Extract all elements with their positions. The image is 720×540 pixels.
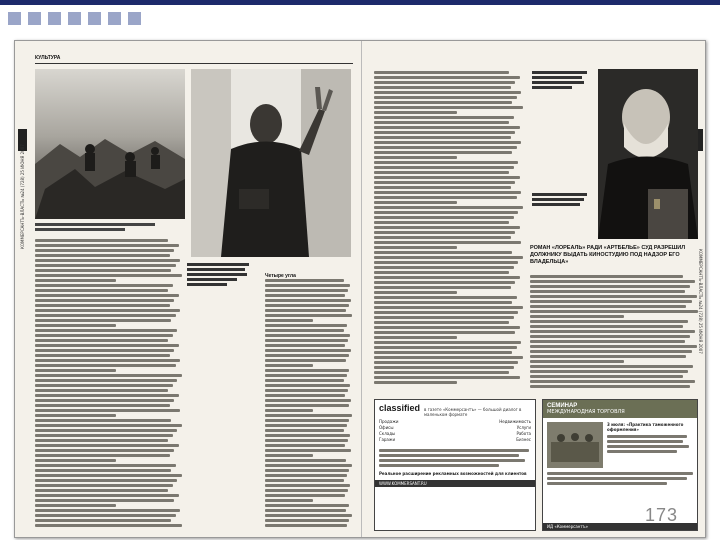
- text-line: [530, 365, 693, 368]
- slide-page-number: 173: [645, 505, 679, 525]
- text-line: [35, 369, 116, 372]
- text-line: [374, 341, 521, 344]
- text-line: [35, 429, 177, 432]
- slide-top-bar: [0, 0, 720, 5]
- text-line: [265, 444, 345, 447]
- photo-soldiers: [35, 69, 185, 219]
- text-line: [374, 271, 509, 274]
- text-line: [374, 351, 512, 354]
- text-line: [265, 294, 345, 297]
- bullet-square-icon: [48, 12, 61, 25]
- text-line: [35, 464, 176, 467]
- text-line: [35, 409, 180, 412]
- article-column-3: [374, 71, 524, 389]
- text-line: [265, 449, 351, 452]
- ad-row: [375, 437, 535, 443]
- bullet-square-icon: [8, 12, 21, 25]
- seminar-subtitle: МЕЖДУНАРОДНАЯ ТОРГОВЛЯ: [547, 409, 625, 415]
- text-line: [35, 439, 168, 442]
- left-strip-text: КОММЕРСАНТЪ-ВЛАСТЬ №24 (728) 25 ИЮНЯ 2007: [20, 144, 25, 249]
- classified-ad: [374, 399, 536, 531]
- text-line: [374, 321, 509, 324]
- article-column-1: [35, 239, 183, 529]
- text-line: [374, 266, 514, 269]
- text-line: [374, 161, 518, 164]
- section-logo: КУЛЬТУРА: [35, 55, 61, 61]
- text-line: [265, 509, 346, 512]
- text-line: [265, 524, 347, 527]
- text-line: [530, 335, 690, 338]
- text-line: [35, 419, 171, 422]
- text-line: [265, 404, 349, 407]
- text-line: [374, 71, 509, 74]
- ad-row-value: Недвижимость: [499, 419, 531, 424]
- text-line: [35, 259, 180, 262]
- text-line: [265, 379, 344, 382]
- text-line: [35, 329, 177, 332]
- ad-brand: classified: [379, 403, 421, 413]
- text-line: [374, 331, 515, 334]
- text-line: [530, 275, 683, 278]
- text-line: [265, 374, 347, 377]
- text-line: [530, 315, 624, 318]
- photo-bearded-man: [598, 69, 698, 239]
- text-line: [374, 366, 514, 369]
- text-line: [265, 429, 344, 432]
- text-line: [265, 434, 350, 437]
- text-line: [530, 355, 686, 358]
- ad-tagline: в газете «Коммерсантъ» — большой диалог в маленьком формате: [424, 407, 522, 417]
- text-line: [374, 311, 518, 314]
- ad-filler: [375, 449, 535, 467]
- bullet-square-icon: [128, 12, 141, 25]
- text-line: [35, 489, 168, 492]
- text-line: [374, 336, 457, 339]
- text-line: [265, 334, 350, 337]
- text-line: [265, 454, 313, 457]
- text-line: [265, 354, 349, 357]
- text-line: [35, 314, 176, 317]
- text-line: [35, 444, 179, 447]
- seminar-ad-body: [543, 418, 697, 472]
- text-line: [35, 404, 170, 407]
- text-line: [374, 101, 512, 104]
- right-page: [361, 41, 706, 538]
- photo-caption-left: [35, 223, 185, 231]
- seminar-title: СЕМИНАР: [547, 403, 578, 409]
- ad-row-value: Работа: [516, 431, 531, 436]
- text-line: [374, 281, 515, 284]
- text-line: [374, 136, 511, 139]
- text-line: [265, 479, 344, 482]
- bullet-square-icon: [108, 12, 121, 25]
- text-line: [35, 249, 174, 252]
- text-line: [374, 326, 520, 329]
- text-line: [35, 359, 180, 362]
- text-line: [530, 360, 624, 363]
- text-line: [374, 251, 512, 254]
- text-line: [374, 206, 523, 209]
- text-line: [35, 344, 179, 347]
- text-line: [35, 349, 174, 352]
- text-line: [35, 339, 168, 342]
- text-line: [265, 459, 346, 462]
- text-line: [530, 280, 695, 283]
- text-line: [35, 449, 174, 452]
- text-line: [374, 361, 518, 364]
- text-line: [35, 504, 116, 507]
- text-line: [374, 246, 457, 249]
- text-line: [374, 346, 517, 349]
- text-line: [374, 111, 457, 114]
- text-line: [35, 399, 174, 402]
- text-line: [374, 166, 514, 169]
- ad-footer: Реальное расширение рекламных возможностей для клиентов: [379, 471, 527, 476]
- text-line: [374, 316, 514, 319]
- text-line: [35, 374, 182, 377]
- text-line: [265, 494, 345, 497]
- bullet-square-icon: [28, 12, 41, 25]
- text-line: [35, 279, 116, 282]
- text-line: [265, 314, 352, 317]
- article-headline: РОМАН «ЛОРЕАЛЬ» РАДИ «АРТБЕЛЬЕ» СУД РАЗРЕШИЛ ДОЛЖНИКУ ВЫДАТЬ КИНОСТУДИЮ ПОД НАДЗОР ЕГО ВЛАДЕЛЬЦА»: [530, 245, 686, 265]
- text-line: [530, 370, 688, 373]
- text-line: [374, 291, 457, 294]
- text-line: [374, 156, 457, 159]
- photo-man-v-sign: [191, 69, 351, 257]
- left-page: [15, 41, 361, 538]
- text-line: [265, 349, 351, 352]
- ad-rows: [375, 419, 535, 443]
- text-line: [530, 300, 692, 303]
- text-line: [265, 504, 349, 507]
- seminar-ad-filler: [543, 472, 697, 485]
- seminar-ad-text: [607, 422, 693, 468]
- seminar-ad-photo: [547, 422, 603, 468]
- text-line: [265, 424, 347, 427]
- text-line: [35, 304, 170, 307]
- text-line: [530, 290, 685, 293]
- text-line: [374, 256, 523, 259]
- text-line: [35, 284, 173, 287]
- text-line: [374, 141, 521, 144]
- ad-row-label: Офисы: [379, 425, 394, 430]
- text-line: [374, 171, 509, 174]
- text-line: [35, 319, 171, 322]
- text-line: [35, 484, 173, 487]
- text-line: [35, 384, 173, 387]
- text-line: [35, 274, 182, 277]
- text-line: [265, 324, 347, 327]
- text-line: [35, 494, 179, 497]
- text-line: [35, 469, 171, 472]
- text-line: [374, 151, 512, 154]
- text-line: [374, 106, 523, 109]
- text-line: [35, 474, 182, 477]
- text-line: [35, 479, 177, 482]
- text-line: [265, 299, 351, 302]
- text-line: [374, 91, 521, 94]
- text-line: [265, 279, 344, 282]
- text-line: [374, 81, 515, 84]
- text-line: [35, 394, 179, 397]
- bullet-square-icon: [88, 12, 101, 25]
- text-line: [265, 464, 352, 467]
- text-line: [374, 371, 509, 374]
- bullet-square-icon: [68, 12, 81, 25]
- ad-row-label: Склады: [379, 431, 396, 436]
- text-line: [374, 211, 518, 214]
- text-line: [530, 305, 686, 308]
- text-line: [35, 254, 170, 257]
- text-line: [35, 354, 170, 357]
- left-edge-strip: [17, 49, 29, 529]
- text-line: [374, 226, 520, 229]
- text-line: [265, 364, 313, 367]
- text-line: [35, 524, 182, 527]
- text-line: [35, 514, 176, 517]
- photo-caption-right-2: [532, 193, 592, 206]
- text-line: [265, 474, 347, 477]
- text-line: [265, 514, 352, 517]
- text-line: [265, 489, 348, 492]
- text-line: [374, 201, 457, 204]
- text-line: [35, 364, 176, 367]
- text-line: [35, 299, 174, 302]
- text-line: [374, 191, 521, 194]
- text-line: [265, 439, 348, 442]
- text-line: [374, 306, 523, 309]
- text-line: [265, 399, 351, 402]
- text-line: [265, 344, 345, 347]
- text-line: [35, 509, 180, 512]
- text-line: [374, 241, 521, 244]
- text-line: [265, 284, 350, 287]
- text-line: [265, 419, 349, 422]
- text-line: [265, 309, 346, 312]
- text-line: [530, 310, 698, 313]
- text-line: [374, 301, 512, 304]
- article-column-4: [530, 275, 700, 393]
- text-line: [374, 221, 509, 224]
- header-rule: [35, 63, 353, 64]
- text-line: [374, 286, 511, 289]
- text-line: [35, 454, 170, 457]
- text-line: [530, 325, 683, 328]
- text-line: [265, 414, 352, 417]
- text-line: [374, 126, 520, 129]
- text-line: [374, 186, 511, 189]
- text-line: [530, 380, 695, 383]
- text-line: [374, 181, 515, 184]
- text-line: [35, 239, 168, 242]
- text-line: [35, 334, 173, 337]
- text-line: [530, 340, 685, 343]
- text-line: [265, 409, 313, 412]
- text-line: [265, 519, 349, 522]
- seminar-ad-header: [543, 400, 697, 418]
- article-column-2: [265, 263, 353, 529]
- text-line: [374, 116, 514, 119]
- text-line: [374, 376, 520, 379]
- text-line: [265, 469, 349, 472]
- text-line: [374, 236, 511, 239]
- text-line: [265, 339, 348, 342]
- seminar-contact: ИД «Коммерсантъ»: [543, 523, 697, 530]
- text-line: [265, 499, 313, 502]
- text-line: [530, 345, 697, 348]
- text-line: [265, 304, 349, 307]
- ad-row-label: Продажи: [379, 419, 399, 424]
- text-line: [35, 424, 182, 427]
- photo-caption-right-1: [532, 71, 592, 89]
- text-line: [374, 356, 523, 359]
- text-line: [35, 379, 177, 382]
- photo-caption: [187, 263, 255, 286]
- text-line: [35, 269, 171, 272]
- text-line: [530, 320, 688, 323]
- text-line: [374, 76, 520, 79]
- magazine-spread-scan: [14, 40, 706, 538]
- text-line: [530, 295, 697, 298]
- text-line: [374, 231, 515, 234]
- text-line: [374, 176, 520, 179]
- text-line: [374, 381, 457, 384]
- text-line: [374, 261, 518, 264]
- ad-row-value: Услуги: [516, 425, 531, 430]
- text-line: [530, 385, 690, 388]
- text-line: [374, 276, 520, 279]
- text-line: [530, 285, 690, 288]
- text-line: [374, 216, 514, 219]
- ad-row-label: Гаражи: [379, 437, 396, 442]
- seminar-body: 3 июля: «Практика таможенного оформления»: [607, 422, 684, 432]
- text-line: [374, 196, 517, 199]
- text-line: [374, 86, 511, 89]
- text-line: [265, 484, 350, 487]
- text-line: [265, 369, 349, 372]
- text-line: [35, 244, 179, 247]
- text-line: [530, 350, 692, 353]
- text-line: [35, 289, 168, 292]
- text-line: [374, 121, 509, 124]
- text-line: [530, 330, 695, 333]
- text-line: [35, 309, 180, 312]
- text-line: [265, 359, 346, 362]
- text-line: [35, 434, 173, 437]
- text-line: [35, 459, 116, 462]
- ad-row-value: Бизнес: [516, 437, 531, 442]
- text-line: [265, 289, 348, 292]
- text-line: [35, 324, 116, 327]
- text-line: [35, 294, 179, 297]
- text-line: [374, 296, 517, 299]
- text-line: [265, 394, 345, 397]
- text-line: [374, 131, 515, 134]
- text-line: [265, 319, 313, 322]
- article-subhead: Четыре угла: [265, 273, 296, 279]
- text-line: [265, 384, 350, 387]
- text-line: [265, 329, 344, 332]
- text-line: [35, 264, 176, 267]
- text-line: [374, 96, 517, 99]
- right-strip-text: КОММЕРСАНТЪ-ВЛАСТЬ №24 (728) 25 ИЮНЯ 2007: [698, 249, 703, 354]
- text-line: [265, 389, 348, 392]
- text-line: [35, 519, 171, 522]
- text-line: [530, 375, 683, 378]
- text-line: [35, 414, 116, 417]
- text-line: [374, 146, 517, 149]
- text-line: [35, 499, 174, 502]
- text-line: [35, 389, 168, 392]
- ad-contact: WWW.KOMMERSANT.RU: [375, 480, 535, 487]
